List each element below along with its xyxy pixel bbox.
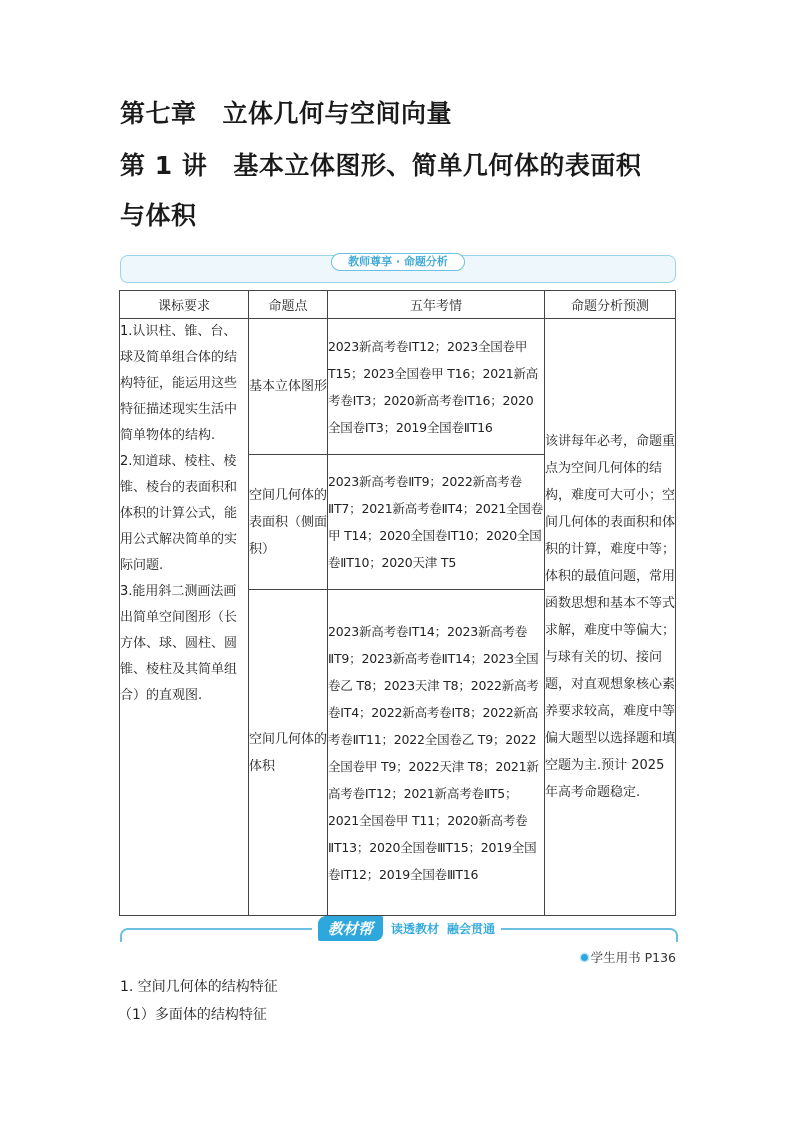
years-cell: 2023新高考卷ⅡT9；2022新高考卷ⅡT7；2021新高考卷ⅡT4；2021全国卷甲 T14；2020全国卷ⅠT10；2020全国卷ⅡT10；2020天津 T5 — [328, 455, 545, 590]
reference-text: 学生用书 P136 — [590, 950, 676, 965]
header-prediction: 命题分析预测 — [545, 291, 676, 319]
teacher-banner — [120, 255, 676, 283]
point-cell: 空间几何体的表面积（侧面积） — [249, 455, 328, 590]
teacher-banner-label: 教师尊享 · 命题分析 — [331, 253, 465, 271]
lecture-number: 第 1 讲 — [120, 151, 208, 180]
lecture-name-line2: 与体积 — [120, 201, 197, 230]
header-years: 五年考情 — [328, 291, 545, 319]
student-book-reference — [581, 948, 676, 966]
lecture-name-line1: 基本立体图形、简单几何体的表面积 — [233, 151, 642, 180]
textbook-banner-sub2: 融会贯通 — [447, 921, 496, 936]
lecture-title — [120, 150, 641, 182]
header-point: 命题点 — [249, 291, 328, 319]
years-cell: 2023新高考卷ⅠT14；2023新高考卷ⅡT9；2023新高考卷ⅡT14；2023全国卷乙 T8；2023天津 T8；2022新高考卷ⅠT4；2022新高考卷ⅠT8；2022新高考卷ⅡT11；2022全国卷乙 T9；2022全国卷甲 T9；2022天津 T8；2021新高考卷ⅠT12；2021新高考卷ⅡT5；2021全国卷甲 T11；2020新高考卷ⅡT13；2020全国卷ⅢT15；2019全国卷ⅠT12；2019全国卷ⅢT16 — [328, 590, 545, 916]
textbook-banner-sub1: 读透教材 — [391, 921, 440, 936]
requirement-1: 1.认识柱、锥、台、球及简单组合体的结构特征，能运用这些特征描述现实生活中简单物体的结构. — [120, 324, 238, 443]
chapter-name: 立体几何与空间向量 — [222, 99, 453, 128]
chapter-title — [120, 98, 452, 130]
requirements-cell — [120, 319, 249, 916]
point-cell: 空间几何体的体积 — [249, 590, 328, 916]
exam-analysis-table — [119, 290, 676, 916]
header-requirements: 课标要求 — [120, 291, 249, 319]
chapter-number: 第七章 — [120, 99, 197, 128]
requirement-3: 3.能用斜二测画法画出简单空间图形（长方体、球、圆柱、圆锥、棱柱及其简单组合）的直观图. — [120, 584, 238, 703]
reference-dot-icon — [581, 954, 588, 961]
subsection-heading: （1）多面体的结构特征 — [118, 1007, 267, 1023]
point-cell: 基本立体图形 — [249, 319, 328, 455]
textbook-banner-tag — [312, 916, 501, 940]
prediction-cell: 该讲每年必考，命题重点为空间几何体的结构，难度可大可小；空间几何体的表面积和体积的计算，难度中等；体积的最值问题，常用函数思想和基本不等式求解，难度中等偏大；与球有关的切、接问题，对直观想象核心素养要求较高，难度中等偏大题型以选择题和填空题为主.预计 2025年高考命题稳定. — [545, 319, 676, 916]
years-cell: 2023新高考卷ⅠT12；2023全国卷甲 T15；2023全国卷甲 T16；2021新高考卷ⅠT3；2020新高考卷ⅠT16；2020全国卷ⅠT3；2019全国卷ⅡT16 — [328, 319, 545, 455]
textbook-banner-main: 教材帮 — [318, 916, 383, 941]
textbook-banner — [120, 919, 678, 942]
table-row — [120, 319, 676, 455]
requirement-2: 2.知道球、棱柱、棱锥、棱台的表面积和体积的计算公式，能用公式解决简单的实际问题. — [120, 454, 238, 573]
table-header-row — [120, 291, 676, 319]
section-heading: 1. 空间几何体的结构特征 — [120, 979, 278, 995]
